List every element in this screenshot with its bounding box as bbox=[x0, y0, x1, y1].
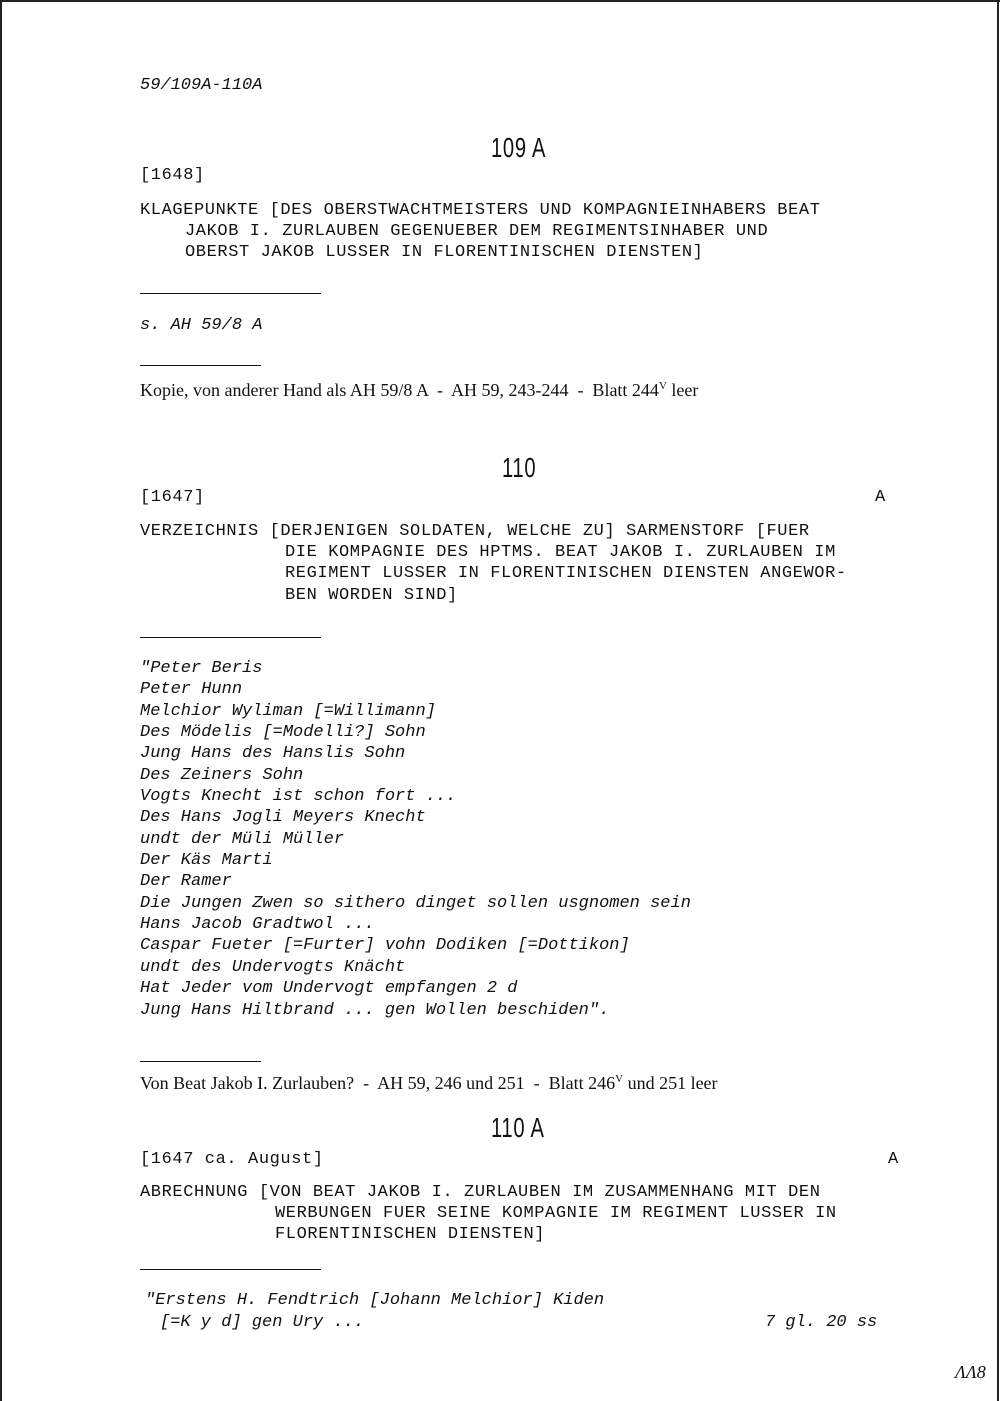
document-number-109a: 109 A bbox=[491, 132, 547, 163]
title-line: ABRECHNUNG [VON BEAT JAKOB I. ZURLAUBEN IM ZUSAMMENHANG MIT DEN bbox=[140, 1183, 821, 1202]
document-date-110: [1647] bbox=[140, 488, 205, 507]
quote-line: Der Ramer bbox=[140, 872, 232, 892]
quote-line: Jung Hans des Hanslis Sohn bbox=[140, 744, 406, 764]
source-note-suffix: leer bbox=[666, 380, 699, 400]
verso-mark: V bbox=[658, 380, 667, 392]
quote-line: Peter Hunn bbox=[140, 680, 243, 700]
section-rule bbox=[140, 637, 321, 638]
section-rule bbox=[140, 1269, 321, 1270]
quote-line: Hans Jacob Gradtwol ... bbox=[140, 915, 375, 935]
title-line: KLAGEPUNKTE [DES OBERSTWACHTMEISTERS UND KOMPAGNIEINHABERS BEAT bbox=[140, 201, 821, 220]
source-note-text: Von Beat Jakob I. Zurlauben? - AH 59, 246 und 251 - Blatt 246 bbox=[140, 1073, 616, 1093]
document-title-109a bbox=[140, 200, 821, 264]
document-date-109a: [1648] bbox=[140, 166, 205, 185]
account-quote-line: "Erstens H. Fendtrich [Johann Melchior] Kiden bbox=[145, 1291, 605, 1310]
soldier-list-quote bbox=[140, 658, 691, 1021]
page-border-left bbox=[0, 0, 2, 1401]
document-type-mark-110: A bbox=[875, 488, 886, 507]
quote-line: Des Zeiners Sohn bbox=[140, 765, 304, 785]
document-date-110a: [1647 ca. August] bbox=[140, 1150, 324, 1169]
verso-mark: V bbox=[615, 1073, 624, 1085]
section-rule bbox=[140, 293, 321, 294]
handwritten-folio-number: ɅɅ8 bbox=[955, 1362, 986, 1382]
section-rule bbox=[140, 365, 261, 366]
document-number-110: 110 bbox=[502, 452, 537, 483]
document-title-110a bbox=[140, 1182, 837, 1246]
quote-line: Caspar Fueter [=Furter] vohn Dodiken [=Dottikon] bbox=[140, 936, 630, 956]
title-line: REGIMENT LUSSER IN FLORENTINISCHEN DIENSTEN ANGEWOR- bbox=[285, 564, 847, 584]
title-line: OBERST JAKOB LUSSER IN FLORENTINISCHEN DIENSTEN] bbox=[185, 243, 704, 263]
title-line: DIE KOMPAGNIE DES HPTMS. BEAT JAKOB I. ZURLAUBEN IM bbox=[285, 543, 836, 563]
source-note-110 bbox=[140, 1073, 718, 1094]
quote-line: Jung Hans Hiltbrand ... gen Wollen beschiden". bbox=[140, 1000, 610, 1020]
source-note-suffix: und 251 leer bbox=[623, 1073, 718, 1093]
document-type-mark-110a: A bbox=[888, 1150, 899, 1169]
document-title-110 bbox=[140, 521, 847, 606]
page-border-right bbox=[997, 0, 999, 1401]
archive-reference: 59/109A-110A bbox=[140, 76, 263, 95]
quote-line: Melchior Wyliman [=Willimann] bbox=[140, 701, 436, 721]
quote-line: Des Mödelis [=Modelli?] Sohn bbox=[140, 723, 426, 743]
quote-line: Des Hans Jogli Meyers Knecht bbox=[140, 808, 426, 828]
title-line: FLORENTINISCHEN DIENSTEN] bbox=[275, 1225, 546, 1245]
quote-line: Die Jungen Zwen so sithero dinget sollen usgnomen sein bbox=[140, 893, 691, 913]
title-line: JAKOB I. ZURLAUBEN GEGENUEBER DEM REGIMENTSINHABER UND bbox=[185, 222, 769, 242]
account-quote-line: [=K y d] gen Ury ... bbox=[160, 1313, 365, 1332]
source-note-109a bbox=[140, 380, 698, 401]
quote-line: Vogts Knecht ist schon fort ... bbox=[140, 787, 457, 807]
section-rule bbox=[140, 1061, 261, 1062]
title-line: BEN WORDEN SIND] bbox=[285, 585, 458, 605]
page-border-top bbox=[0, 0, 1000, 2]
quote-line: undt der Müli Müller bbox=[140, 829, 345, 849]
account-amount: 7 gl. 20 ss bbox=[765, 1313, 878, 1332]
quote-line: "Peter Beris bbox=[140, 659, 263, 678]
quote-line: Der Käs Marti bbox=[140, 851, 273, 871]
quote-line: Hat Jeder vom Undervogt empfangen 2 d bbox=[140, 979, 518, 999]
title-line: VERZEICHNIS [DERJENIGEN SOLDATEN, WELCHE ZU] SARMENSTORF [FUER bbox=[140, 522, 810, 541]
title-line: WERBUNGEN FUER SEINE KOMPAGNIE IM REGIMENT LUSSER IN bbox=[275, 1204, 837, 1224]
quote-line: undt des Undervogts Knächt bbox=[140, 957, 406, 977]
document-number-110a: 110 A bbox=[491, 1112, 545, 1143]
cross-reference: s. AH 59/8 A bbox=[140, 316, 263, 335]
source-note-text: Kopie, von anderer Hand als AH 59/8 A - AH 59, 243-244 - Blatt 244 bbox=[140, 380, 659, 400]
